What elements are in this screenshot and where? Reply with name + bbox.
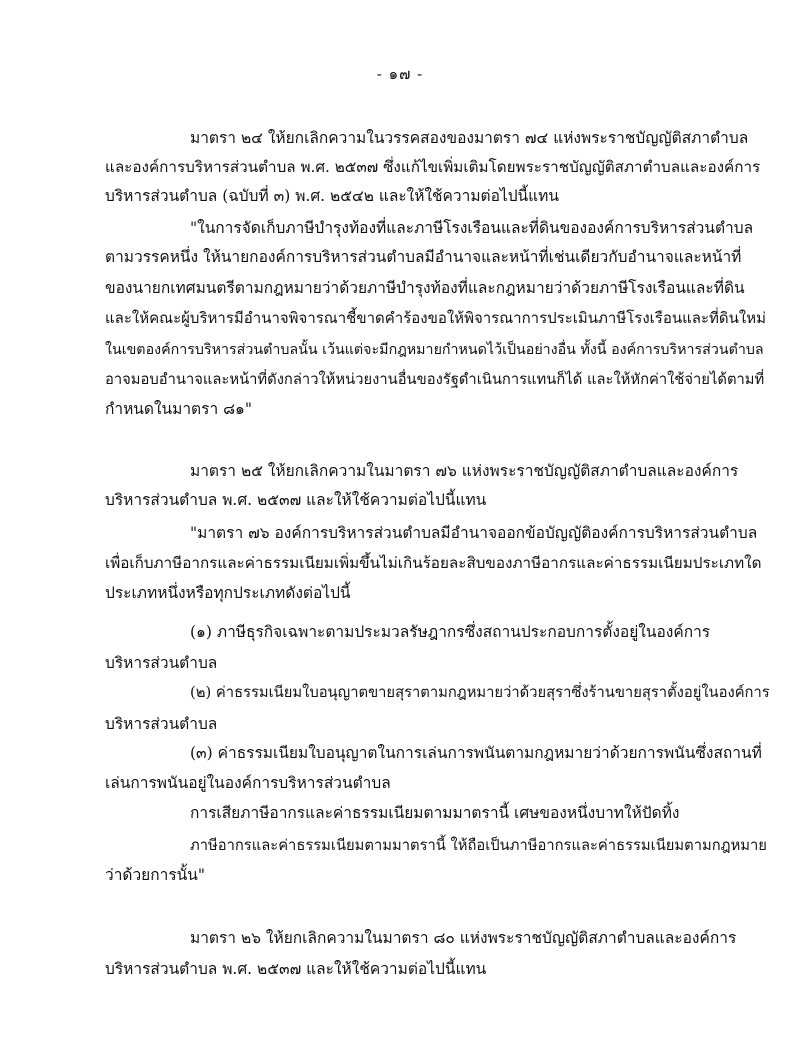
paragraph-line: บริหารส่วนตำบล (ฉบับที่ ๓) พ.ศ. ๒๕๔๒ และให้ใช้ความต่อไปนี้แทน: [105, 187, 559, 205]
paragraph-line: และองค์การบริหารส่วนตำบล พ.ศ. ๒๕๓๗ ซึ่งแก้ไขเพิ่มเติมโดยพระราชบัญญัติสภาตำบลและองค์การ: [105, 158, 761, 176]
section-25-heading: มาตรา ๒๕ ให้ยกเลิกความในมาตรา ๗๖ แห่งพระราชบัญญัติสภาตำบลและองค์การ: [190, 462, 739, 480]
list-item-2: (๒) ค่าธรรมเนียมใบอนุญาตขายสุราตามกฎหมายว่าด้วยสุราซึ่งร้านขายสุราตั้งอยู่ในองค์การ: [190, 684, 770, 701]
list-item-3: (๓) ค่าธรรมเนียมใบอนุญาตในการเล่นการพนันตามกฎหมายว่าด้วยการพนันซึ่งสถานที่: [190, 744, 762, 762]
paragraph-line: เล่นการพนันอยู่ในองค์การบริหารส่วนตำบล: [105, 774, 391, 792]
paragraph-line: และให้คณะผู้บริหารมีอำนาจพิจารณาชี้ขาดคำร้องขอให้พิจารณาการประเมินภาษีโรงเรือนและที่ดินใหม่: [105, 309, 767, 327]
quoted-paragraph-line: "มาตรา ๗๖ องค์การบริหารส่วนตำบลมีอำนาจออกข้อบัญญัติองค์การบริหารส่วนตำบล: [190, 524, 758, 542]
paragraph-line: ประเภทหนึ่งหรือทุกประเภทดังต่อไปนี้: [105, 584, 351, 602]
list-item-1: (๑) ภาษีธุรกิจเฉพาะตามประมวลรัษฎากรซึ่งสถานประกอบการตั้งอยู่ในองค์การ: [190, 623, 711, 641]
page-number: - ๑๗ -: [376, 65, 424, 83]
paragraph-line: บริหารส่วนตำบล: [105, 715, 218, 733]
paragraph-line: ของนายกเทศมนตรีตามกฎหมายว่าด้วยภาษีบำรุงท้องที่และกฎหมายว่าด้วยภาษีโรงเรือนและที่ดิน: [105, 279, 745, 297]
quoted-paragraph-line: "ในการจัดเก็บภาษีบำรุงท้องที่และภาษีโรงเรือนและที่ดินขององค์การบริหารส่วนตำบล: [190, 219, 754, 237]
paragraph-line: ในเขตองค์การบริหารส่วนตำบลนั้น เว้นแต่จะมีกฎหมายกำหนดไว้เป็นอย่างอื่น ทั้งนี้ องค์การบริหารส่วนตำบล: [105, 342, 764, 358]
paragraph-line: บริหารส่วนตำบล: [105, 654, 218, 672]
paragraph-line: อาจมอบอำนาจและหน้าที่ดังกล่าวให้หน่วยงานอื่นของรัฐดำเนินการแทนก็ได้ และให้หักค่าใช้จ่ายได้ตามที่: [105, 371, 765, 388]
section-26-heading: มาตรา ๒๖ ให้ยกเลิกความในมาตรา ๘๐ แห่งพระราชบัญญัติสภาตำบลและองค์การ: [190, 929, 737, 947]
paragraph-line: ภาษีอากรและค่าธรรมเนียมตามมาตรานี้ ให้ถือเป็นภาษีอากรและค่าธรรมเนียมตามกฎหมาย: [190, 837, 767, 854]
paragraph-line: บริหารส่วนตำบล พ.ศ. ๒๕๓๗ และให้ใช้ความต่อไปนี้แทน: [105, 960, 487, 978]
paragraph-line: ตามวรรคหนึ่ง ให้นายกองค์การบริหารส่วนตำบลมีอำนาจและหน้าที่เช่นเดียวกับอำนาจและหน้าที่: [105, 248, 742, 266]
paragraph-line: กำหนดในมาตรา ๘๑": [105, 400, 253, 418]
paragraph-line: การเสียภาษีอากรและค่าธรรมเนียมตามมาตรานี้ เศษของหนึ่งบาทให้ปัดทิ้ง: [190, 804, 680, 822]
section-24-heading: มาตรา ๒๔ ให้ยกเลิกความในวรรคสองของมาตรา ๗๔ แห่งพระราชบัญญัติสภาตำบล: [190, 129, 749, 147]
paragraph-line: เพื่อเก็บภาษีอากรและค่าธรรมเนียมเพิ่มขึ้นไม่เกินร้อยละสิบของภาษีอากรและค่าธรรมเนียมประเภทใด: [105, 554, 762, 572]
paragraph-line: บริหารส่วนตำบล พ.ศ. ๒๕๓๗ และให้ใช้ความต่อไปนี้แทน: [105, 491, 487, 509]
paragraph-line: ว่าด้วยการนั้น": [105, 866, 205, 884]
